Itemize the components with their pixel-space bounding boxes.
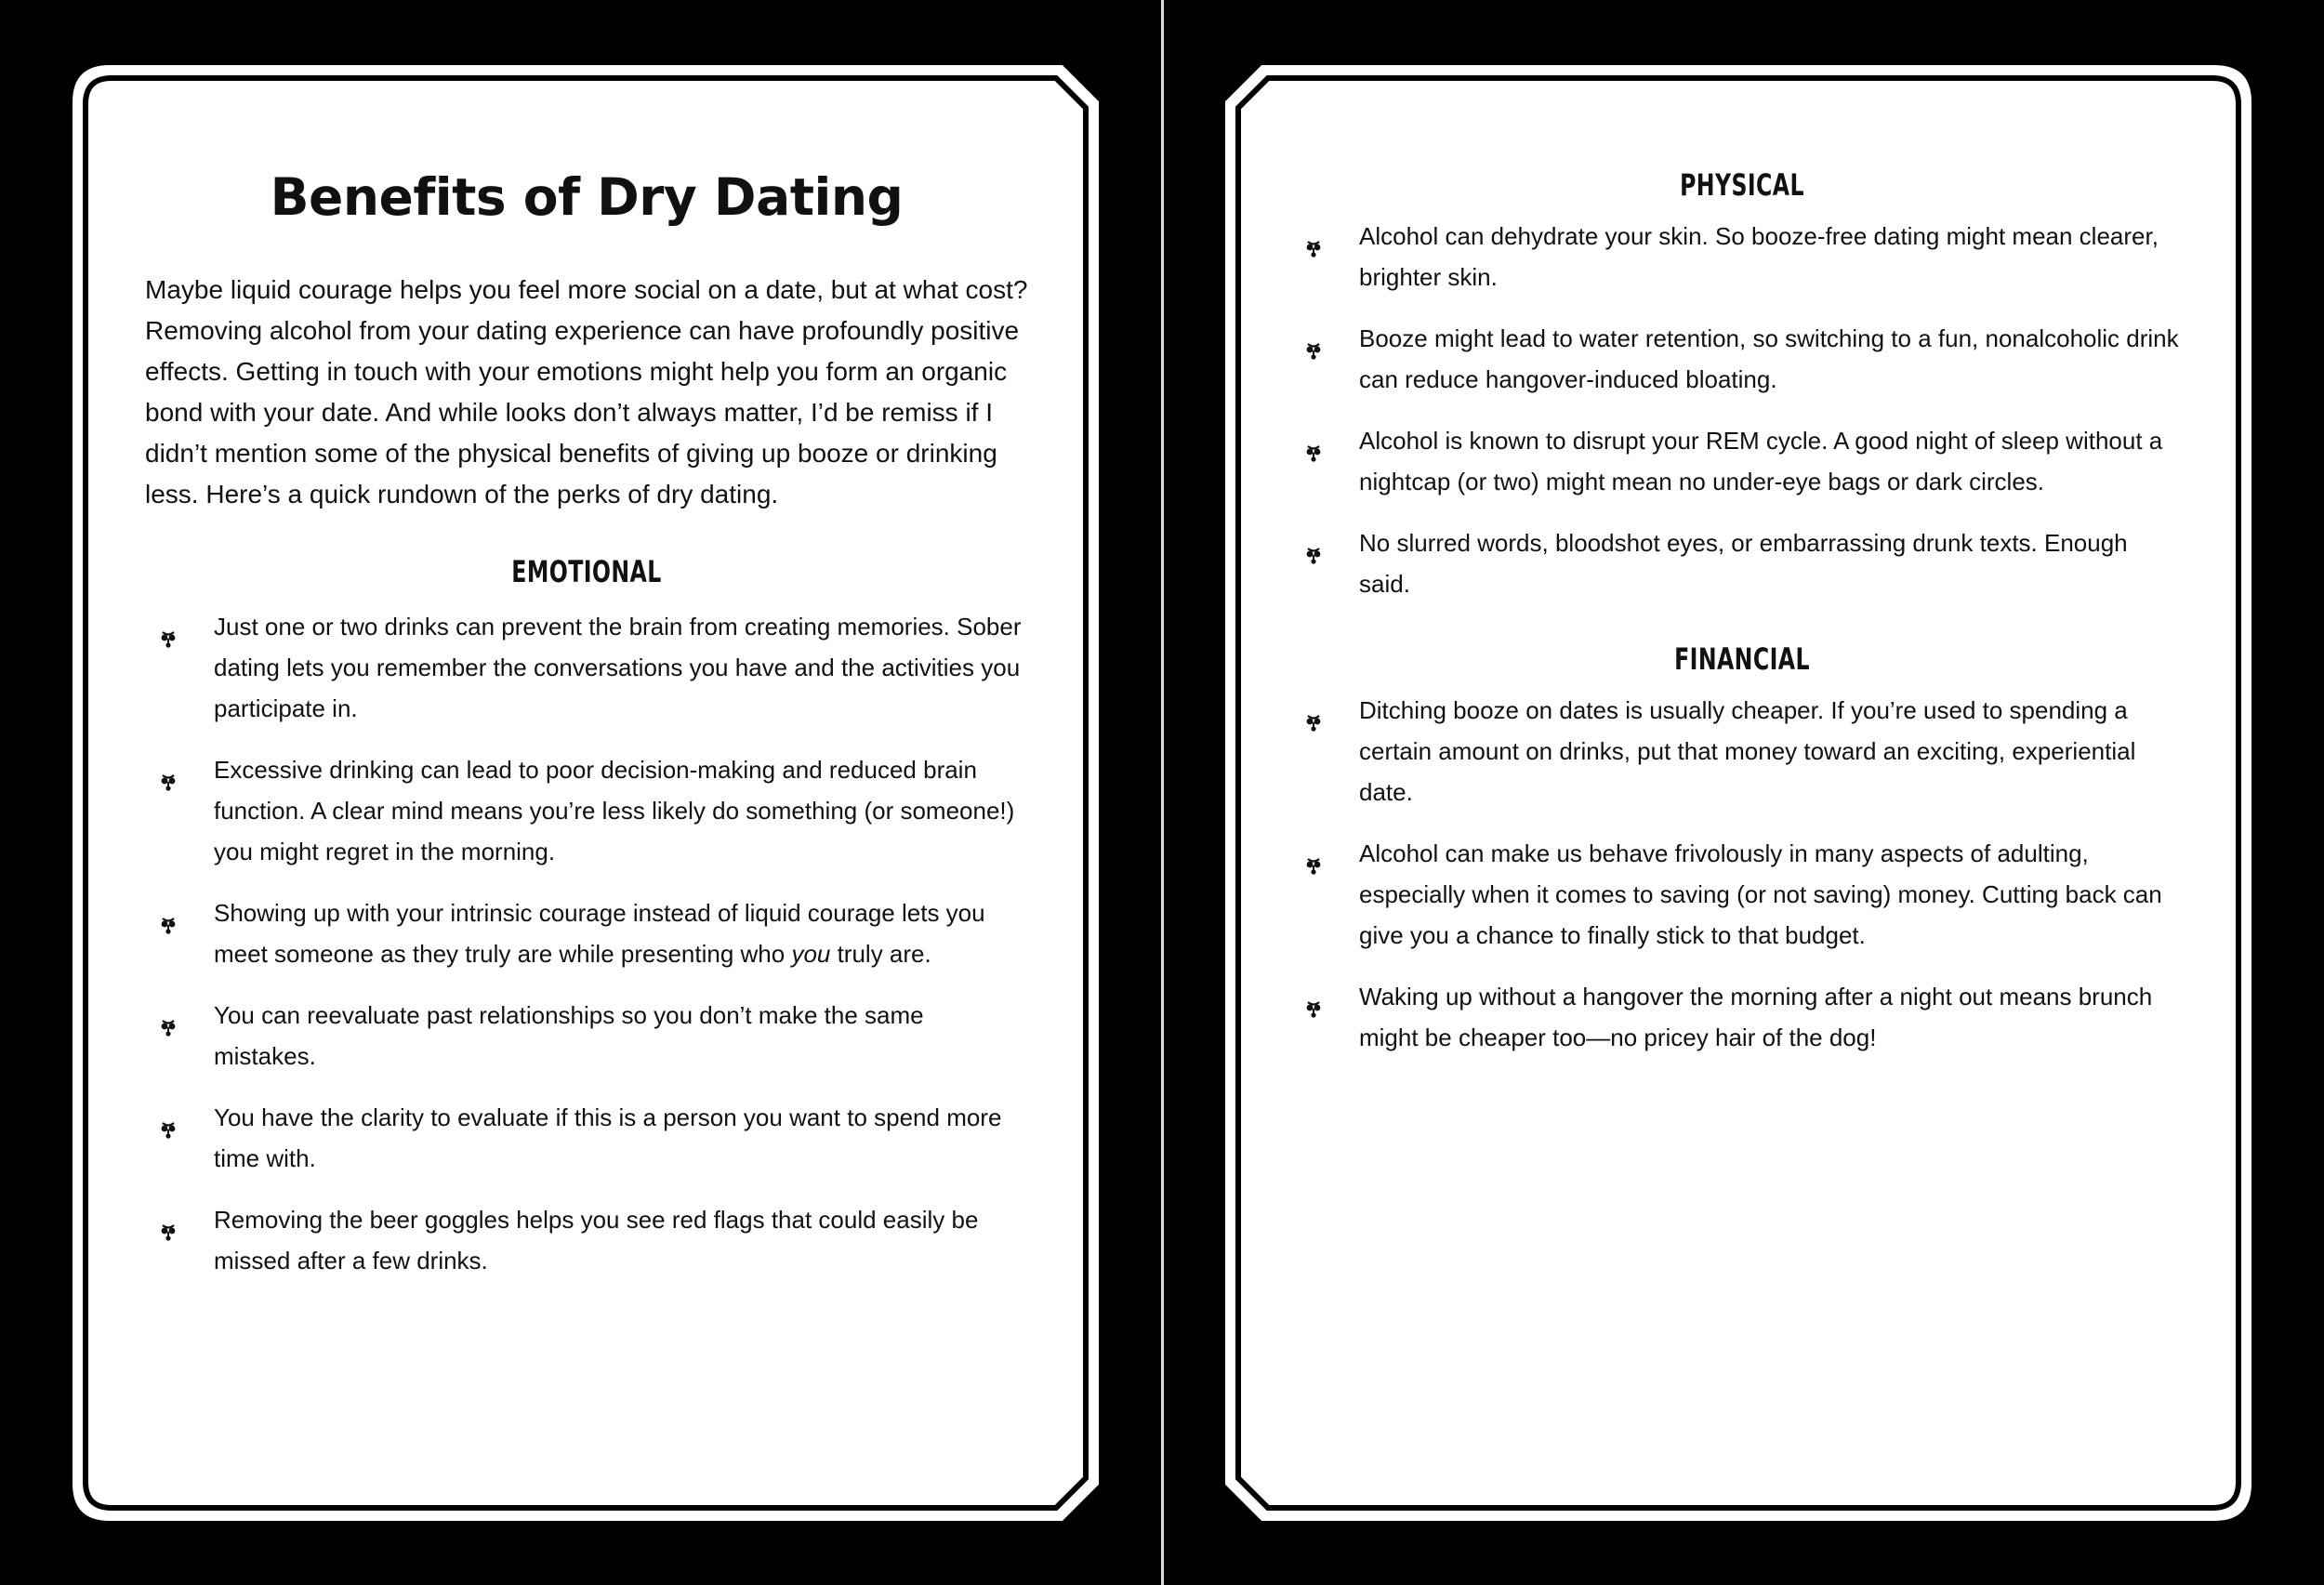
list-item [1305,216,2179,297]
list-item-text: You have the clarity to evaluate if this is a person you want to spend more time with. [214,1103,1002,1172]
list-item [1305,420,2179,502]
cherry-bullet-icon [160,762,177,779]
list-item-text: You can reevaluate past relationships so you don’t make the same mistakes. [214,1001,924,1070]
cherry-bullet-icon [1305,989,1322,1006]
list-item [1305,976,2179,1058]
cherry-bullet-icon [160,619,177,636]
cherry-bullet-icon [1305,229,1322,245]
cherry-bullet-icon [1305,331,1322,348]
cherry-bullet-icon [160,1110,177,1127]
emotional-list [145,606,1028,1281]
list-item [1305,318,2179,400]
list-item-text: No slurred words, bloodshot eyes, or embarrassing drunk texts. Enough said. [1359,529,2128,598]
cherry-bullet-icon [160,905,177,922]
list-item [1305,522,2179,604]
cherry-bullet-icon [1305,433,1322,450]
list-item [160,892,1028,974]
list-item [1305,690,2179,812]
list-item-text: Waking up without a hangover the morning after a night out means brunch might be cheaper too—no pricey hair of the dog! [1359,983,2153,1051]
emotional-heading: EMOTIONAL [511,554,662,589]
cherry-bullet-icon [1305,535,1322,552]
cherry-bullet-icon [1305,703,1322,720]
list-item [160,606,1028,729]
list-item-text: Just one or two drinks can prevent the brain from creating memories. Sober dating lets you remember the conversations you have and the activities you participate in. [214,613,1022,722]
cherry-bullet-icon [160,1212,177,1229]
list-item [160,1199,1028,1281]
list-item-text: Ditching booze on dates is usually cheaper. If you’re used to spending a certain amount on drinks, put that money toward an exciting, experiential date. [1359,696,2136,806]
physical-heading: PHYSICAL [1680,167,1804,203]
cherry-bullet-icon [1305,846,1322,863]
cherry-bullet-icon [160,1008,177,1024]
intro-paragraph: Maybe liquid courage helps you feel more social on a date, but at what cost? Removing alcohol from your dating experience can have profoundly positive effects. Getting in touch with your emotions might help you form an organic bond with your date. And while looks don’t always matter, I’d be remiss if I didn’t mention some of the physical benefits of giving up booze or drinking less. Here’s a quick rundown of the perks of dry dating. [145,275,1028,509]
page-title: Benefits of Dry Dating [270,167,904,227]
list-item-text: Alcohol is known to disrupt your REM cycle. A good night of sleep without a nightcap (or two) might mean no under-eye bags or dark circles. [1359,427,2163,495]
list-item-text: Alcohol can dehydrate your skin. So booze-free dating might mean clearer, brighter skin. [1359,222,2159,291]
right-page-content [1305,167,2179,1058]
list-item-text: Showing up with your intrinsic courage instead of liquid courage lets you meet someone as they truly are while presenting who you truly are. [214,899,985,968]
list-item [160,749,1028,872]
emphasis-you: you [791,940,831,968]
list-item-text: Excessive drinking can lead to poor decision-making and reduced brain function. A clear mind means you’re less likely do something (or someone!) you might regret in the morning. [214,756,1015,865]
list-item [160,995,1028,1076]
list-item-text: Alcohol can make us behave frivolously in many aspects of adulting, especially when it comes to saving (or not saving) money. Cutting back can give you a chance to finally stick to that budget. [1359,839,2162,949]
list-item [160,1097,1028,1179]
list-item-text: Booze might lead to water retention, so switching to a fun, nonalcoholic drink can reduce hangover-induced bloating. [1359,324,2179,393]
list-item [1305,833,2179,956]
page-gutter [1161,0,1164,1585]
financial-list [1305,690,2179,1058]
financial-heading: FINANCIAL [1674,641,1810,677]
physical-list [1305,216,2179,604]
left-page-content [145,167,1028,1281]
list-item-text: Removing the beer goggles helps you see red flags that could easily be missed after a few drinks. [214,1206,979,1275]
